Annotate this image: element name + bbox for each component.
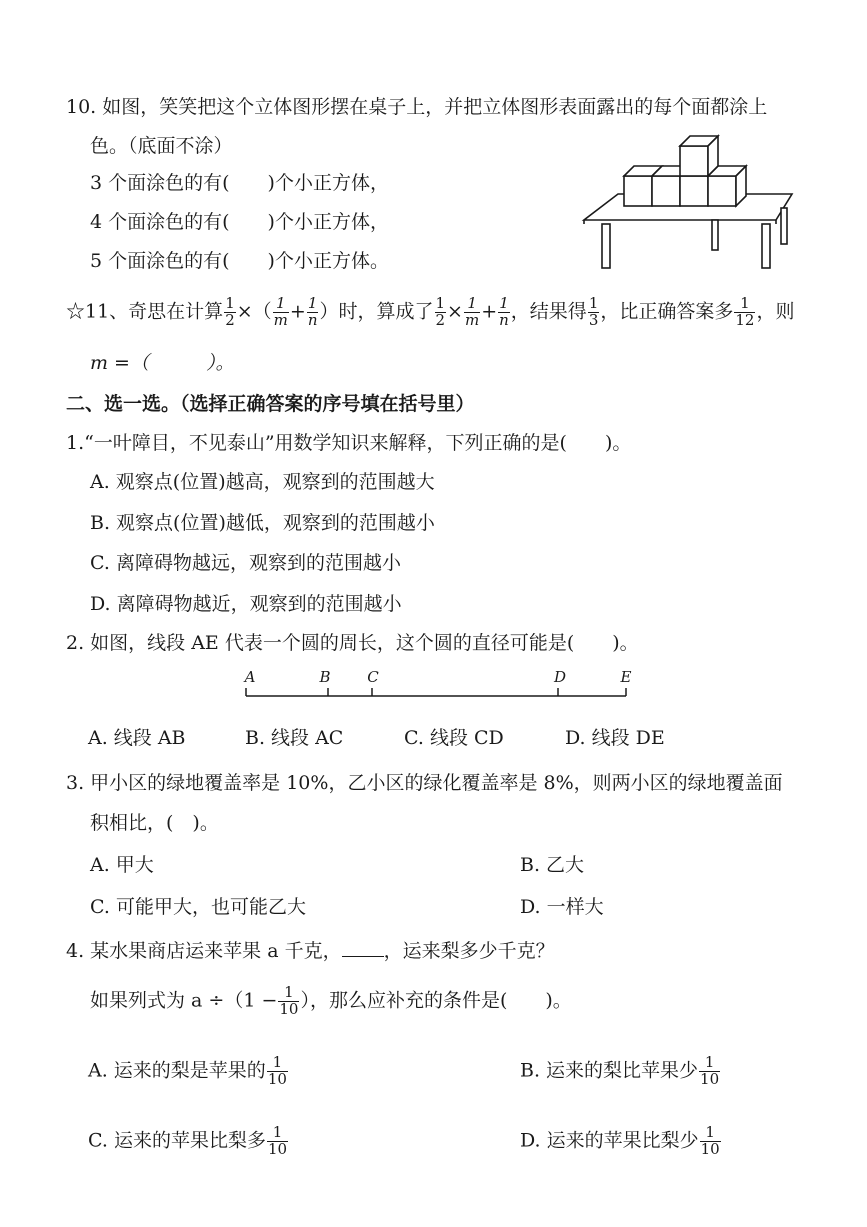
c4-expression-line: [90, 985, 572, 1018]
q10-blank-3faces: 3 个面涂色的有( )个小正方体，: [90, 172, 389, 194]
point-label-b: B: [319, 668, 331, 686]
c4-option-d: [520, 1125, 722, 1158]
c4-option-b-text: B. 运来的梨比苹果少: [520, 1059, 699, 1082]
section2-title: 二、选一选。（选择正确答案的序号填在括号里）: [66, 393, 475, 415]
q11-prefix: ☆11、奇思在计算: [66, 300, 224, 323]
c1-option-c: C. 离障碍物越远，观察到的范围越小: [90, 552, 401, 574]
fraction-half: $\frac{1}{2}$: [225, 294, 235, 329]
c1-stem: 1.“一叶障目，不见泰山”用数学知识来解释，下列正确的是( )。: [66, 432, 632, 454]
c4-option-a: [88, 1055, 289, 1088]
c2-option-b: B. 线段 AC: [245, 727, 344, 749]
q11-times: ×（: [236, 300, 272, 323]
q10-blank-4faces: 4 个面涂色的有( )个小正方体，: [90, 211, 389, 233]
c2-option-c: C. 线段 CD: [404, 727, 504, 749]
c4-option-c: [88, 1125, 289, 1158]
point-label-d: D: [553, 668, 567, 686]
q11-line1: [66, 296, 794, 329]
q10-line1: 10. 如图，笑笑把这个立体图形摆在桌子上，并把立体图形表面露出的每个面都涂上: [66, 96, 768, 118]
fraction-half-2: $\frac{1}{2}$: [435, 294, 446, 329]
fraction-tenth-a: $\frac{1}{10}$: [267, 1053, 287, 1088]
fraction-tenth-c: $\frac{1}{10}$: [267, 1123, 288, 1158]
c1-option-b: B. 观察点(位置)越低，观察到的范围越小: [90, 512, 435, 534]
c3-stem-line1: 3. 甲小区的绿地覆盖率是 10%，乙小区的绿化覆盖率是 8%，则两小区的绿地覆盖面: [66, 772, 783, 794]
point-label-c: C: [367, 668, 379, 686]
fraction-tenth: $\frac{1}{10}$: [279, 983, 299, 1018]
point-label-e: E: [620, 668, 632, 686]
fraction-1-over-n-2: $\frac{1}{n}$: [499, 294, 509, 329]
q11-result: ，结果得: [510, 300, 587, 323]
c3-option-b: B. 乙大: [520, 854, 585, 876]
c4-option-c-text: C. 运来的苹果比梨多: [88, 1129, 266, 1152]
q11-mid: ）时，算成了: [319, 300, 434, 323]
q10-line2: 色。（底面不涂）: [90, 135, 233, 157]
q11-line2: m =（ ）。: [90, 352, 235, 374]
cubes-on-table-figure: [576, 124, 816, 274]
c4-option-a-text: A. 运来的梨是苹果的: [88, 1059, 266, 1082]
segment-ae-figure: [236, 666, 636, 706]
c2-option-a: A. 线段 AB: [88, 727, 186, 749]
c4-stem-part1: 4. 某水果商店运来苹果 a 千克，: [66, 940, 342, 962]
q10-blank-5faces: 5 个面涂色的有( )个小正方体。: [90, 250, 389, 272]
fraction-1-over-m: $\frac{1}{m}$: [273, 294, 288, 329]
q11-times2: ×: [447, 300, 463, 323]
q11-end: ，则: [756, 300, 795, 323]
q11-plus2: +: [481, 300, 498, 323]
c4-stem: [66, 940, 555, 963]
c3-option-d: D. 一样大: [520, 896, 604, 918]
c2-stem: 2. 如图，线段 AE 代表一个圆的周长，这个圆的直径可能是( )。: [66, 632, 639, 654]
q11-more: ，比正确答案多: [600, 300, 734, 323]
c3-stem-line2: 积相比，( )。: [90, 812, 219, 834]
c2-option-d: D. 线段 DE: [565, 727, 665, 749]
c4-option-b: [520, 1055, 721, 1088]
c4-stem-part2: ，运来梨多少千克？: [383, 940, 555, 962]
c1-option-a: A. 观察点(位置)越高，观察到的范围越大: [90, 471, 435, 493]
fraction-third: $\frac{1}{3}$: [588, 294, 599, 329]
c4-expression-part2: ），那么应补充的条件是( )。: [300, 989, 572, 1012]
c3-option-a: A. 甲大: [90, 854, 154, 876]
c4-expression-part1: 如果列式为 a ÷（1 −: [90, 989, 278, 1012]
fraction-tenth-d: $\frac{1}{10}$: [700, 1123, 720, 1158]
q11-plus: +: [289, 300, 306, 323]
c1-option-d: D. 离障碍物越近，观察到的范围越小: [90, 593, 402, 615]
c4-blank: [342, 940, 384, 957]
fraction-tenth-b: $\frac{1}{10}$: [700, 1053, 720, 1088]
fraction-1-over-m-2: $\frac{1}{m}$: [464, 294, 480, 329]
fraction-1-over-n: $\frac{1}{n}$: [307, 294, 318, 329]
point-label-a: A: [244, 668, 256, 686]
c3-option-c: C. 可能甲大，也可能乙大: [90, 896, 306, 918]
c4-option-d-text: D. 运来的苹果比梨少: [520, 1129, 699, 1152]
fraction-twelfth: $\frac{1}{12}$: [735, 294, 755, 329]
